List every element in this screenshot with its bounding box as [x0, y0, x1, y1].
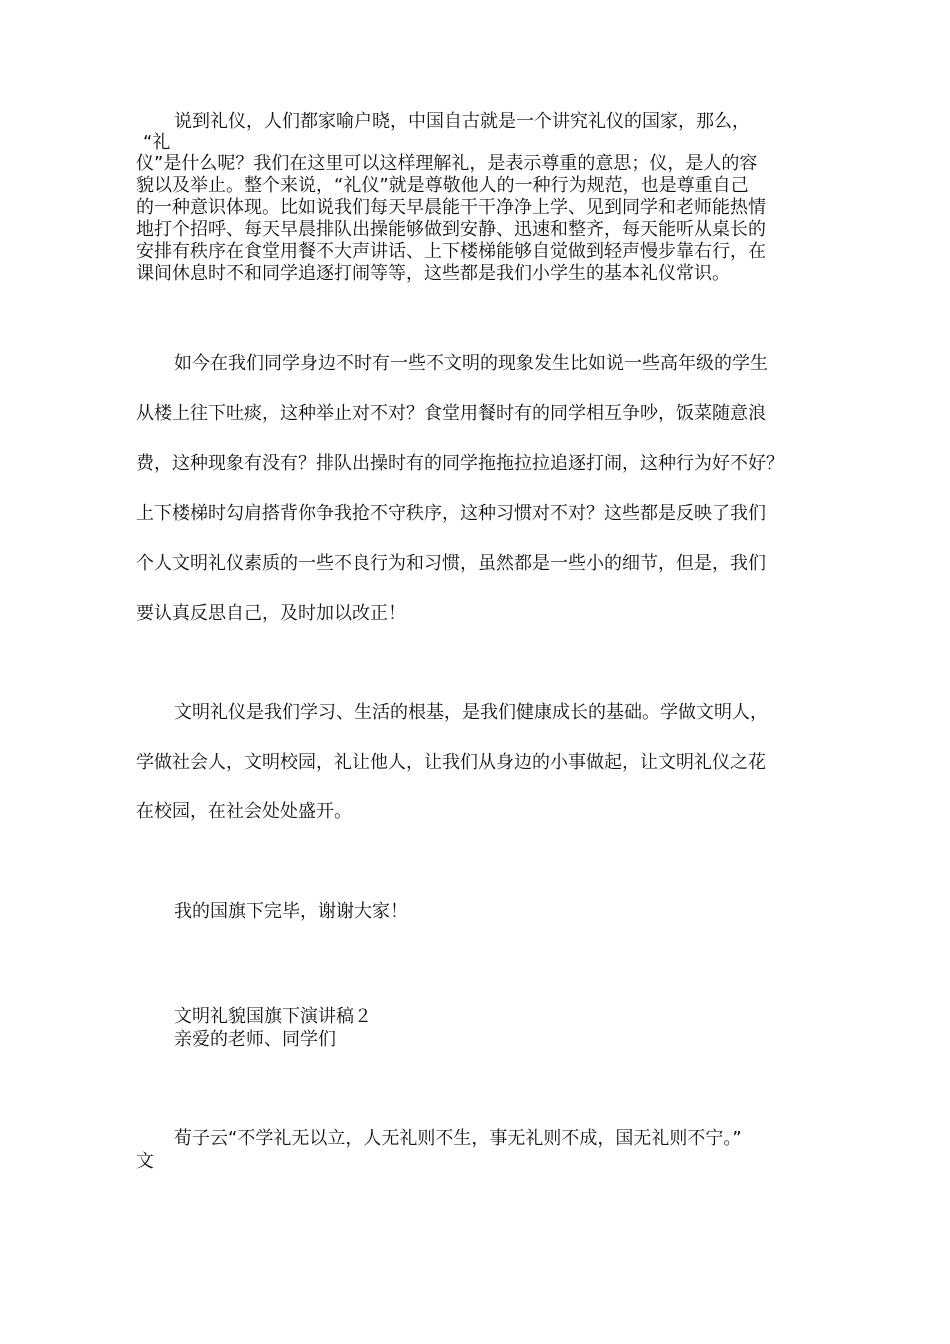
paragraph-1-line-6: 地打个招呼、每天早晨排队出操能够做到安静、迅速和整齐，每天能听从桌长的: [136, 219, 766, 240]
paragraph-2-line-5: 个人文明礼仪素质的一些不良行为和习惯，虽然都是一些小的细节，但是，我们: [136, 553, 766, 574]
quote-line-1: 荀子云“不学礼无以立，人无礼则不生，事无礼则不成，国无礼则不宁。”: [174, 1128, 742, 1149]
paragraph-1-line-2: “礼: [143, 132, 171, 153]
paragraph-2-line-6: 要认真反思自己，及时加以改正！: [136, 603, 406, 624]
quote-line-2: 文: [136, 1151, 154, 1172]
paragraph-1-line-4: 貌以及举止。整个来说，“礼仪”就是尊敬他人的一种行为规范，也是尊重自己: [136, 175, 749, 196]
paragraph-2-line-4: 上下楼梯时勾肩搭背你争我抢不守秩序，这种习惯对不对？这些都是反映了我们: [136, 503, 766, 524]
paragraph-2-line-1: 如今在我们同学身边不时有一些不文明的现象发生比如说一些高年级的学生: [174, 353, 768, 374]
paragraph-1-line-7: 安排有秩序在食堂用餐不大声讲话、上下楼梯能够自觉做到轻声慢步靠右行，在: [136, 241, 766, 262]
paragraph-1-line-1: 说到礼仪，人们都家喻户晓，中国自古就是一个讲究礼仪的国家，那么，: [174, 111, 750, 132]
paragraph-3-line-1: 文明礼仪是我们学习、生活的根基，是我们健康成长的基础。学做文明人，: [174, 702, 768, 723]
paragraph-2-line-3: 费，这种现象有没有？排队出操时有的同学拖拖拉拉追逐打闹，这种行为好不好？: [136, 453, 784, 474]
speech-title: 文明礼貌国旗下演讲稿２: [174, 1006, 372, 1027]
paragraph-1-line-3: 仪”是什么呢？我们在这里可以这样理解礼，是表示尊重的意思；仪，是人的容: [136, 153, 758, 174]
paragraph-3-line-2: 学做社会人，文明校园，礼让他人，让我们从身边的小事做起，让文明礼仪之花: [136, 752, 766, 773]
paragraph-1-line-8: 课间休息时不和同学追逐打闹等等，这些都是我们小学生的基本礼仪常识。: [136, 263, 730, 284]
paragraph-1-line-5: 的一种意识体现。比如说我们每天早晨能干干净净上学、见到同学和老师能热情: [136, 197, 766, 218]
speech-greeting: 亲爱的老师、同学们: [174, 1029, 336, 1050]
paragraph-2-line-2: 从楼上往下吐痰，这种举止对不对？食堂用餐时有的同学相互争吵，饭菜随意浪: [136, 403, 766, 424]
paragraph-3-line-3: 在校园，在社会处处盛开。: [136, 801, 352, 822]
closing-line: 我的国旗下完毕，谢谢大家！: [174, 901, 408, 922]
